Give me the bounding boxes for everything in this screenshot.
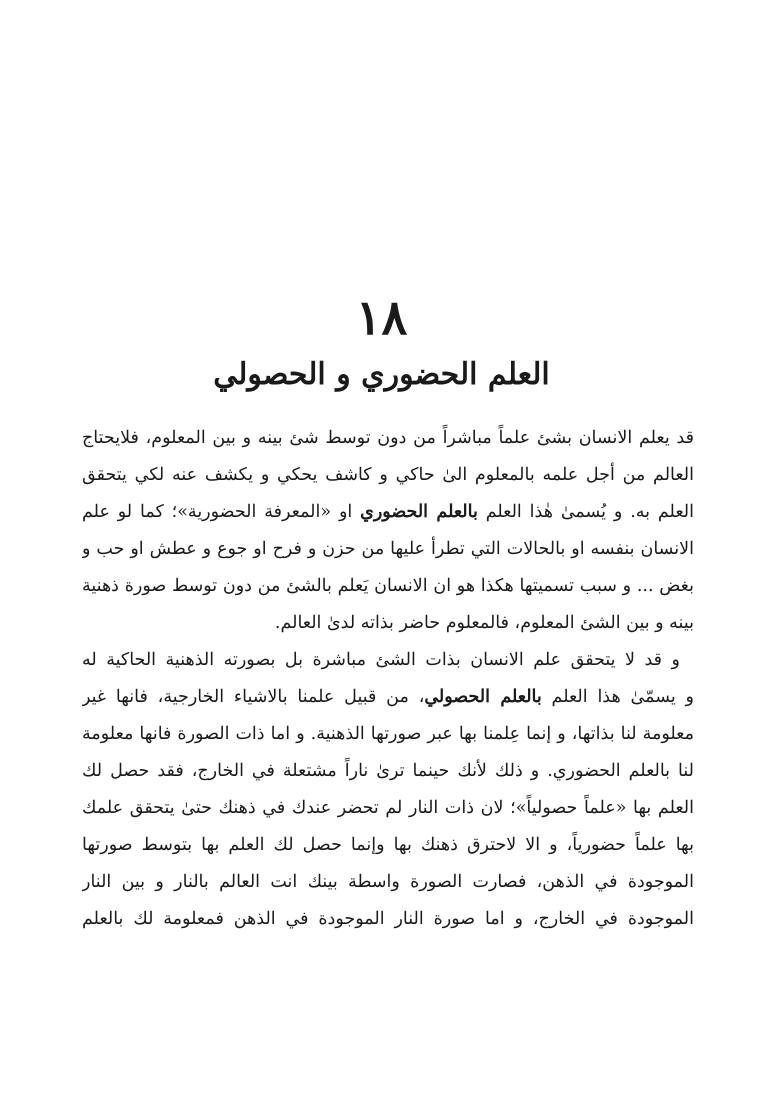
paragraph-2 <box>82 642 694 938</box>
text-line: و قد لا يتحقق علم الانسان بذات الشئ مباشرة بل بصورته الذهنية الحاكية له <box>82 650 680 670</box>
text-line: و يسمّىٰ هذا العلم بالعلم الحصولي، من قبيل علمنا بالاشياء الخارجية، فانها غير <box>82 687 694 707</box>
bold-term: بالعلم الحصولي <box>424 687 542 707</box>
text-line: قد يعلم الانسان بشئ علماً مباشراً من دون توسط شئ بينه و بين المعلوم، فلايحتاج <box>82 428 694 448</box>
text-line: بها علماً حضورياً، و الا لاحترق ذهنك بها وإنما حصل لك العلم بها بتوسط صورتها <box>82 835 694 855</box>
bold-term: بالعلم الحضوري <box>360 502 478 522</box>
text-line: العالم من أجل علمه بالمعلوم الىٰ حاكي و كاشف يحكي و يكشف عنه لكي يتحقق <box>82 465 694 485</box>
chapter-number: ۱۸ <box>355 290 408 346</box>
body-text <box>82 420 694 938</box>
text-line: العلم به. و يُسمىٰ هٰذا العلم بالعلم الحضوري او «المعرفة الحضورية»؛ كما لو علم <box>82 502 694 522</box>
text-line: لنا بالعلم الحضوري. و ذلك لأنك حينما ترىٰ ناراً مشتعلة في الخارج، فقد حصل لك <box>82 761 694 781</box>
text-line: الموجودة في الذهن، فصارت الصورة واسطة بينك انت العالم بالنار و بين النار <box>82 872 694 892</box>
text-line: بينه و بين الشئ المعلوم، فالمعلوم حاضر بذاته لدىٰ العالم. <box>274 613 694 633</box>
chapter-title: العلم الحضوري و الحصولي <box>213 357 550 392</box>
text-line: الموجودة في الخارج، و اما صورة النار الموجودة في الذهن فمعلومة لك بالعلم <box>82 909 694 929</box>
text-line: الانسان بنفسه او بالحالات التي تطرأ عليها من حزن و فرح او جوع و عطش او حب و <box>82 539 694 559</box>
text-line: العلم بها «علماً حصولياً»؛ لان ذات النار لم تحضر عندك في ذهنك حتىٰ يتحقق علمك <box>82 798 694 818</box>
text-line: بغض ... و سبب تسميتها هكذا هو ان الانسان يَعلم بالشئ من دون توسط صورة ذهنية <box>82 576 694 596</box>
text-line: معلومة لنا بذاتها، و إنما عِلمنا بها عبر صورتها الذهنية. و اما ذات الصورة فانها معلومة <box>82 724 694 744</box>
paragraph-1 <box>82 420 694 642</box>
